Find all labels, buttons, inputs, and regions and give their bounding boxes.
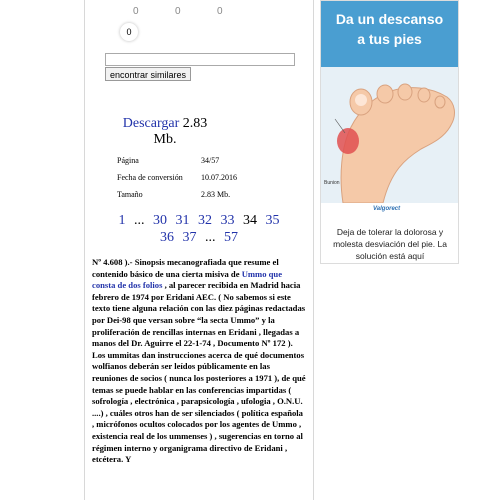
ad-banner: [321, 1, 458, 67]
page-link-35[interactable]: 35: [265, 213, 280, 228]
download-block: [110, 116, 220, 148]
document-column: [84, 0, 314, 500]
share-count-3: 0: [217, 6, 223, 17]
share-count-2: 0: [175, 6, 181, 17]
meta-date-value: 10.07.2016: [201, 173, 237, 182]
comment-count-bubble[interactable]: 0: [120, 23, 138, 41]
ad-title-line-1: Da un descanso: [335, 11, 444, 27]
page-link-57[interactable]: 57: [224, 230, 238, 245]
ad-title: [321, 9, 458, 49]
download-unit: Mb.: [153, 132, 177, 147]
foot-icon: [321, 67, 458, 203]
page-link-37[interactable]: 37: [182, 230, 197, 245]
pagination: [85, 212, 313, 246]
pager-ellipsis: ...: [205, 230, 216, 245]
page-link-32[interactable]: 32: [198, 213, 212, 228]
document-text: [92, 257, 306, 466]
ad-title-line-2: a tus pies: [357, 31, 422, 47]
document-link[interactable]: Ummo que consta de dos folios: [92, 268, 283, 291]
page-link-36[interactable]: 36: [160, 230, 174, 245]
ad-caption: Deja de tolerar la dolorosa y molesta desviación del pie. La solución está aquí: [333, 227, 447, 261]
page-link-33[interactable]: 33: [220, 213, 235, 228]
meta-page-label: Página: [117, 156, 139, 165]
meta-size-label: Tamaño: [117, 190, 143, 199]
page-link-1[interactable]: 1: [118, 213, 126, 228]
find-similar-button[interactable]: encontrar similares: [105, 67, 191, 81]
search-input[interactable]: [105, 53, 295, 66]
page-current: 34: [243, 213, 257, 228]
document-meta: [117, 156, 297, 207]
foot-illustration: [321, 67, 458, 203]
text-part-2: , al parecer recibida en Madrid hacia febrero de 1974 por Eridani AEC. ( No sabemos si este texto tiene alguna relación con las diez páginas redactadas por Dei-98 que versan sobre “la secta Ummo” y la proliferación de rencillas internas en Eridani , llegadas a manos del Dr. Aguirre el 22-1-74 , Documento Nº 172 ). Los ummitas dan instrucciones acerca de qué documentos wolfianos deberán ser leídos públicamente en las reuniones de socios ( nunca los posteriores a 1971 ), de qué temas se puede hablar en las conferencias impartidas ( sofrología , electrónica , parapsicología , ufologia , O.N.U. ....) , cuáles otros han de ser silenciados ( política española , micrófonos ocultos colocados por los agentes de Ummo , existencia real de los ummenses ) , sugerencias en torno al régimen interno y organigrama directivo de Eridani , etcétera. Y: [92, 280, 306, 465]
download-link[interactable]: Descargar: [122, 116, 180, 131]
page-link-30[interactable]: 30: [153, 213, 167, 228]
brand-logo: Valgorect: [373, 206, 401, 212]
advertisement[interactable]: [320, 0, 459, 264]
text-part-1: Nº 4.608 ).- Sinopsis mecanografiada que resume el contenido básico de una cierta misiva de: [92, 257, 279, 279]
bunion-label: Bunion: [324, 180, 340, 186]
page-link-31[interactable]: 31: [175, 213, 190, 228]
share-counters: [85, 6, 313, 20]
meta-page-value: 34/57: [201, 156, 220, 165]
download-size: 2.83: [182, 116, 208, 131]
meta-date-label: Fecha de conversión: [117, 173, 183, 182]
meta-size-value: 2.83 Mb.: [201, 190, 231, 199]
share-count-1: 0: [133, 6, 139, 17]
pager-ellipsis: ...: [134, 213, 145, 228]
